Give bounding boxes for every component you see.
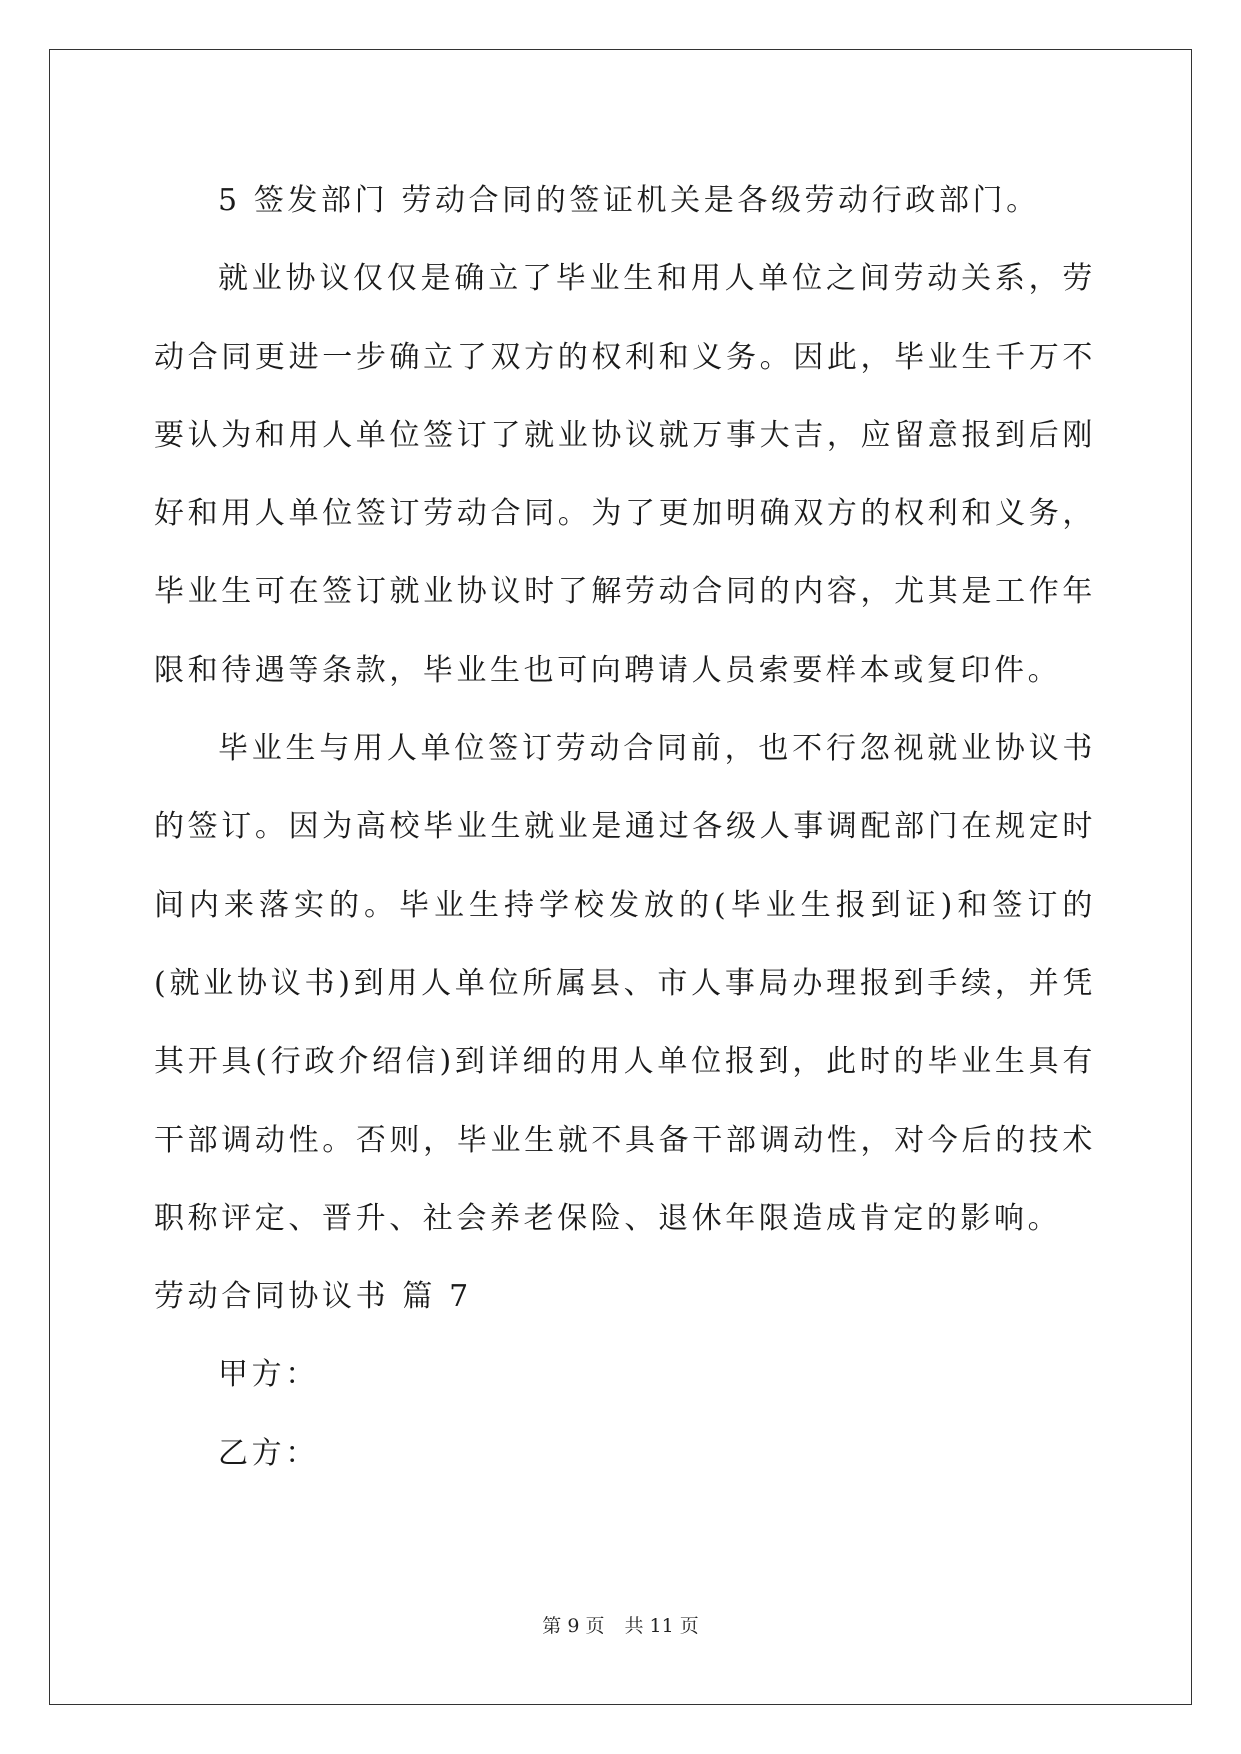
party-b-label: 乙方：	[218, 1435, 319, 1471]
paragraph-agreement-signing: 毕业生与用人单位签订劳动合同前，也不行忽视就业协议书的签订。因为高校毕业生就业是通过各级人事调配部门在规定时间内来落实的。毕业生持学校发放的(毕业生报到证)和签订的(就业协议书)到用人单位所属县、市人事局办理报到手续，并凭其开具(行政介绍信)到详细的用人单位报到，此时的毕业生具有干部调动性。否则，毕业生就不具备干部调动性，对今后的技术职称评定、晋升、社会养老保险、退休年限造成肯定的影响。	[154, 731, 1096, 1236]
paragraph-employment-agreement: 就业协议仅仅是确立了毕业生和用人单位之间劳动关系，劳动合同更进一步确立了双方的权利和义务。因此，毕业生千万不要认为和用人单位签订了就业协议就万事大吉，应留意报到后刚好和用人单位签订劳动合同。为了更加明确双方的权利和义务，毕业生可在签订就业协议时了解劳动合同的内容，尤其是工作年限和待遇等条款，毕业生也可向聘请人员索要样本或复印件。	[154, 261, 1096, 688]
document-body	[154, 162, 1096, 1493]
page-footer	[0, 1614, 1241, 1638]
paragraph-issuing-department: 5 签发部门 劳动合同的签证机关是各级劳动行政部门。	[218, 183, 1040, 218]
current-page-number: 第 9 页	[542, 1615, 605, 1637]
total-page-count: 共 11 页	[624, 1615, 699, 1637]
party-a-label: 甲方：	[218, 1357, 319, 1393]
section-heading: 劳动合同协议书 篇 7	[154, 1279, 472, 1315]
